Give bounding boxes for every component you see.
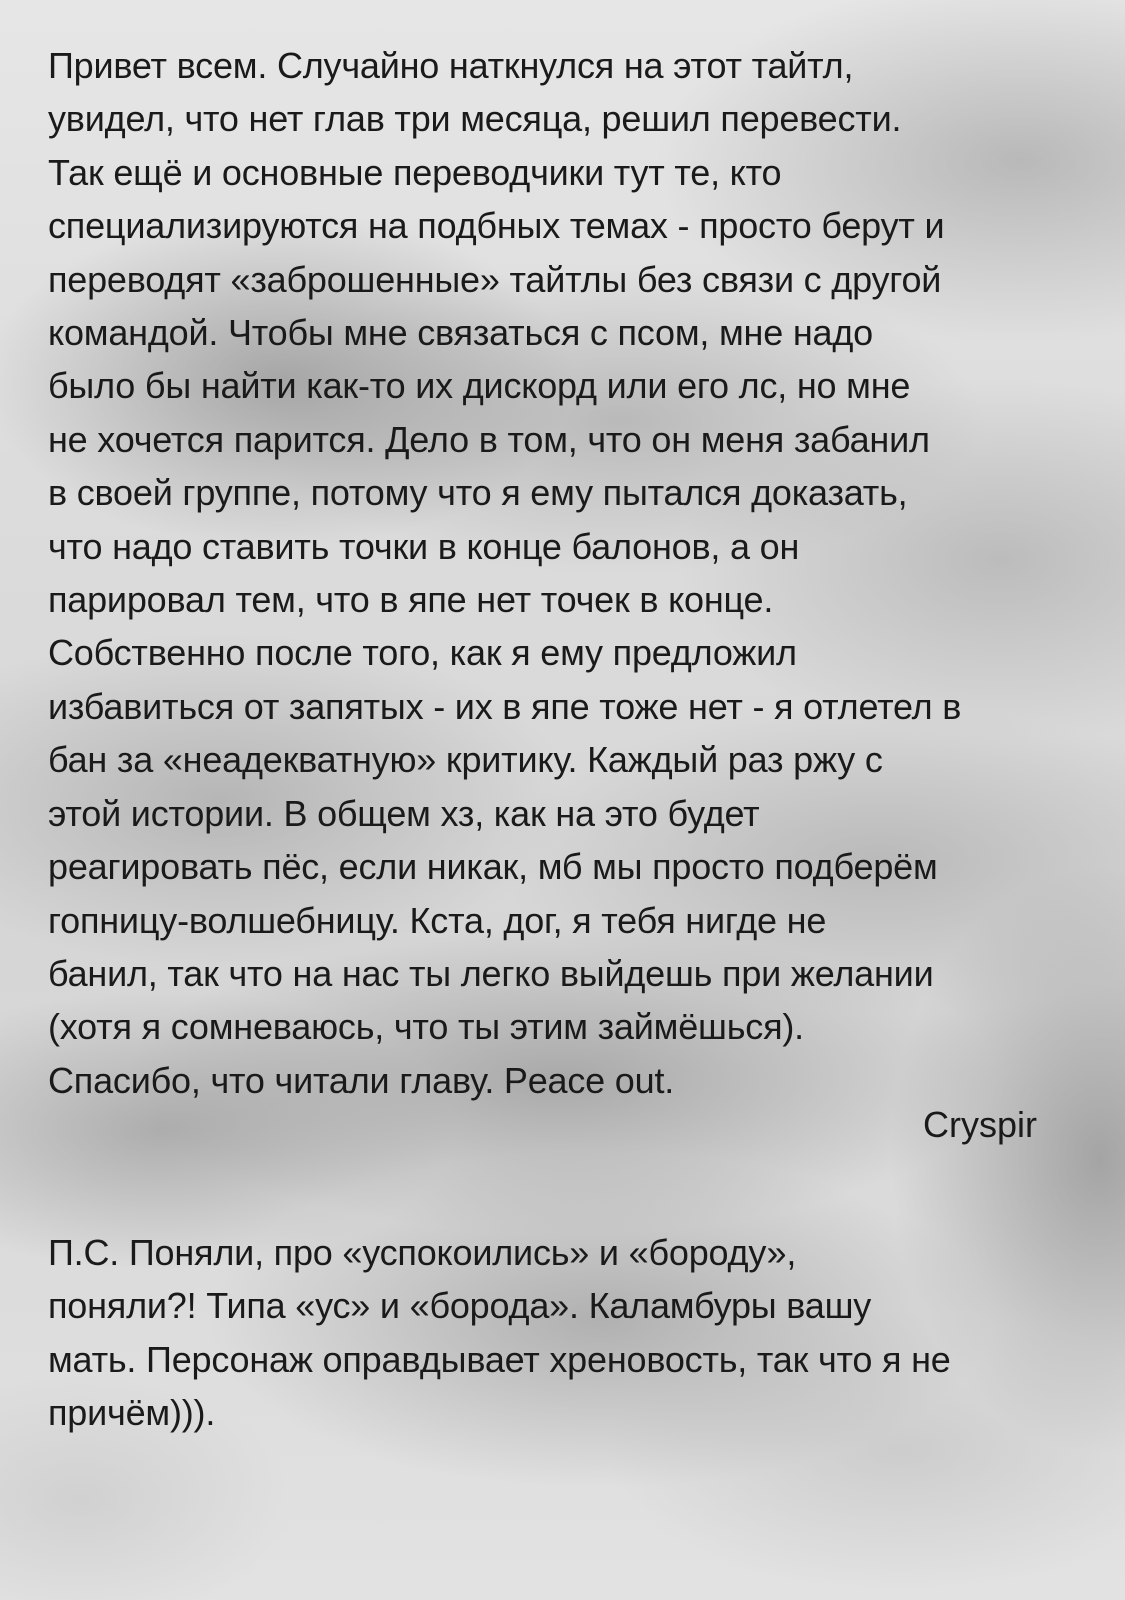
translator-note-text: Привет всем. Случайно наткнулся на этот тайтл, увидел, что нет глав три месяца, решил перевести. Так ещё и основные переводчики тут те, кто специализируются на подбных темах - просто берут и переводят «заброшенные» тайтлы без связи с другой командой. Чтобы мне связаться с псом, мне надо было бы найти как-то их дискорд или его лс, но мне не хочется парится. Дело в том, что он меня забанил в своей группе, потому что я ему пытался доказать, что надо ставить точки в конце балонов, а он парировал тем, что в япе нет точек в конце. Собственно после того, как я ему предложил избавиться от запятых - их в япе тоже нет - я отлетел в бан за «неадекватную» критику. Каждый раз ржу с этой истории. В общем хз, как на это будет реагировать пёс, если никак, мб мы просто подберём гопницу-волшебницу. Кста, дог, я тебя нигде не банил, так что на нас ты легко выйдешь при желании (хотя я сомневаюсь, что ты этим займёшься). Спасибо, что читали главу. Peace out.: [48, 45, 962, 1101]
postscript-text: П.С. Поняли, про «успокоились» и «бороду», поняли?! Типа «ус» и «борода». Каламбуры вашу мать. Персонаж оправдывает хреновость, так что я не причём))).: [48, 1232, 951, 1434]
signature: Cryspir: [923, 1104, 1037, 1145]
